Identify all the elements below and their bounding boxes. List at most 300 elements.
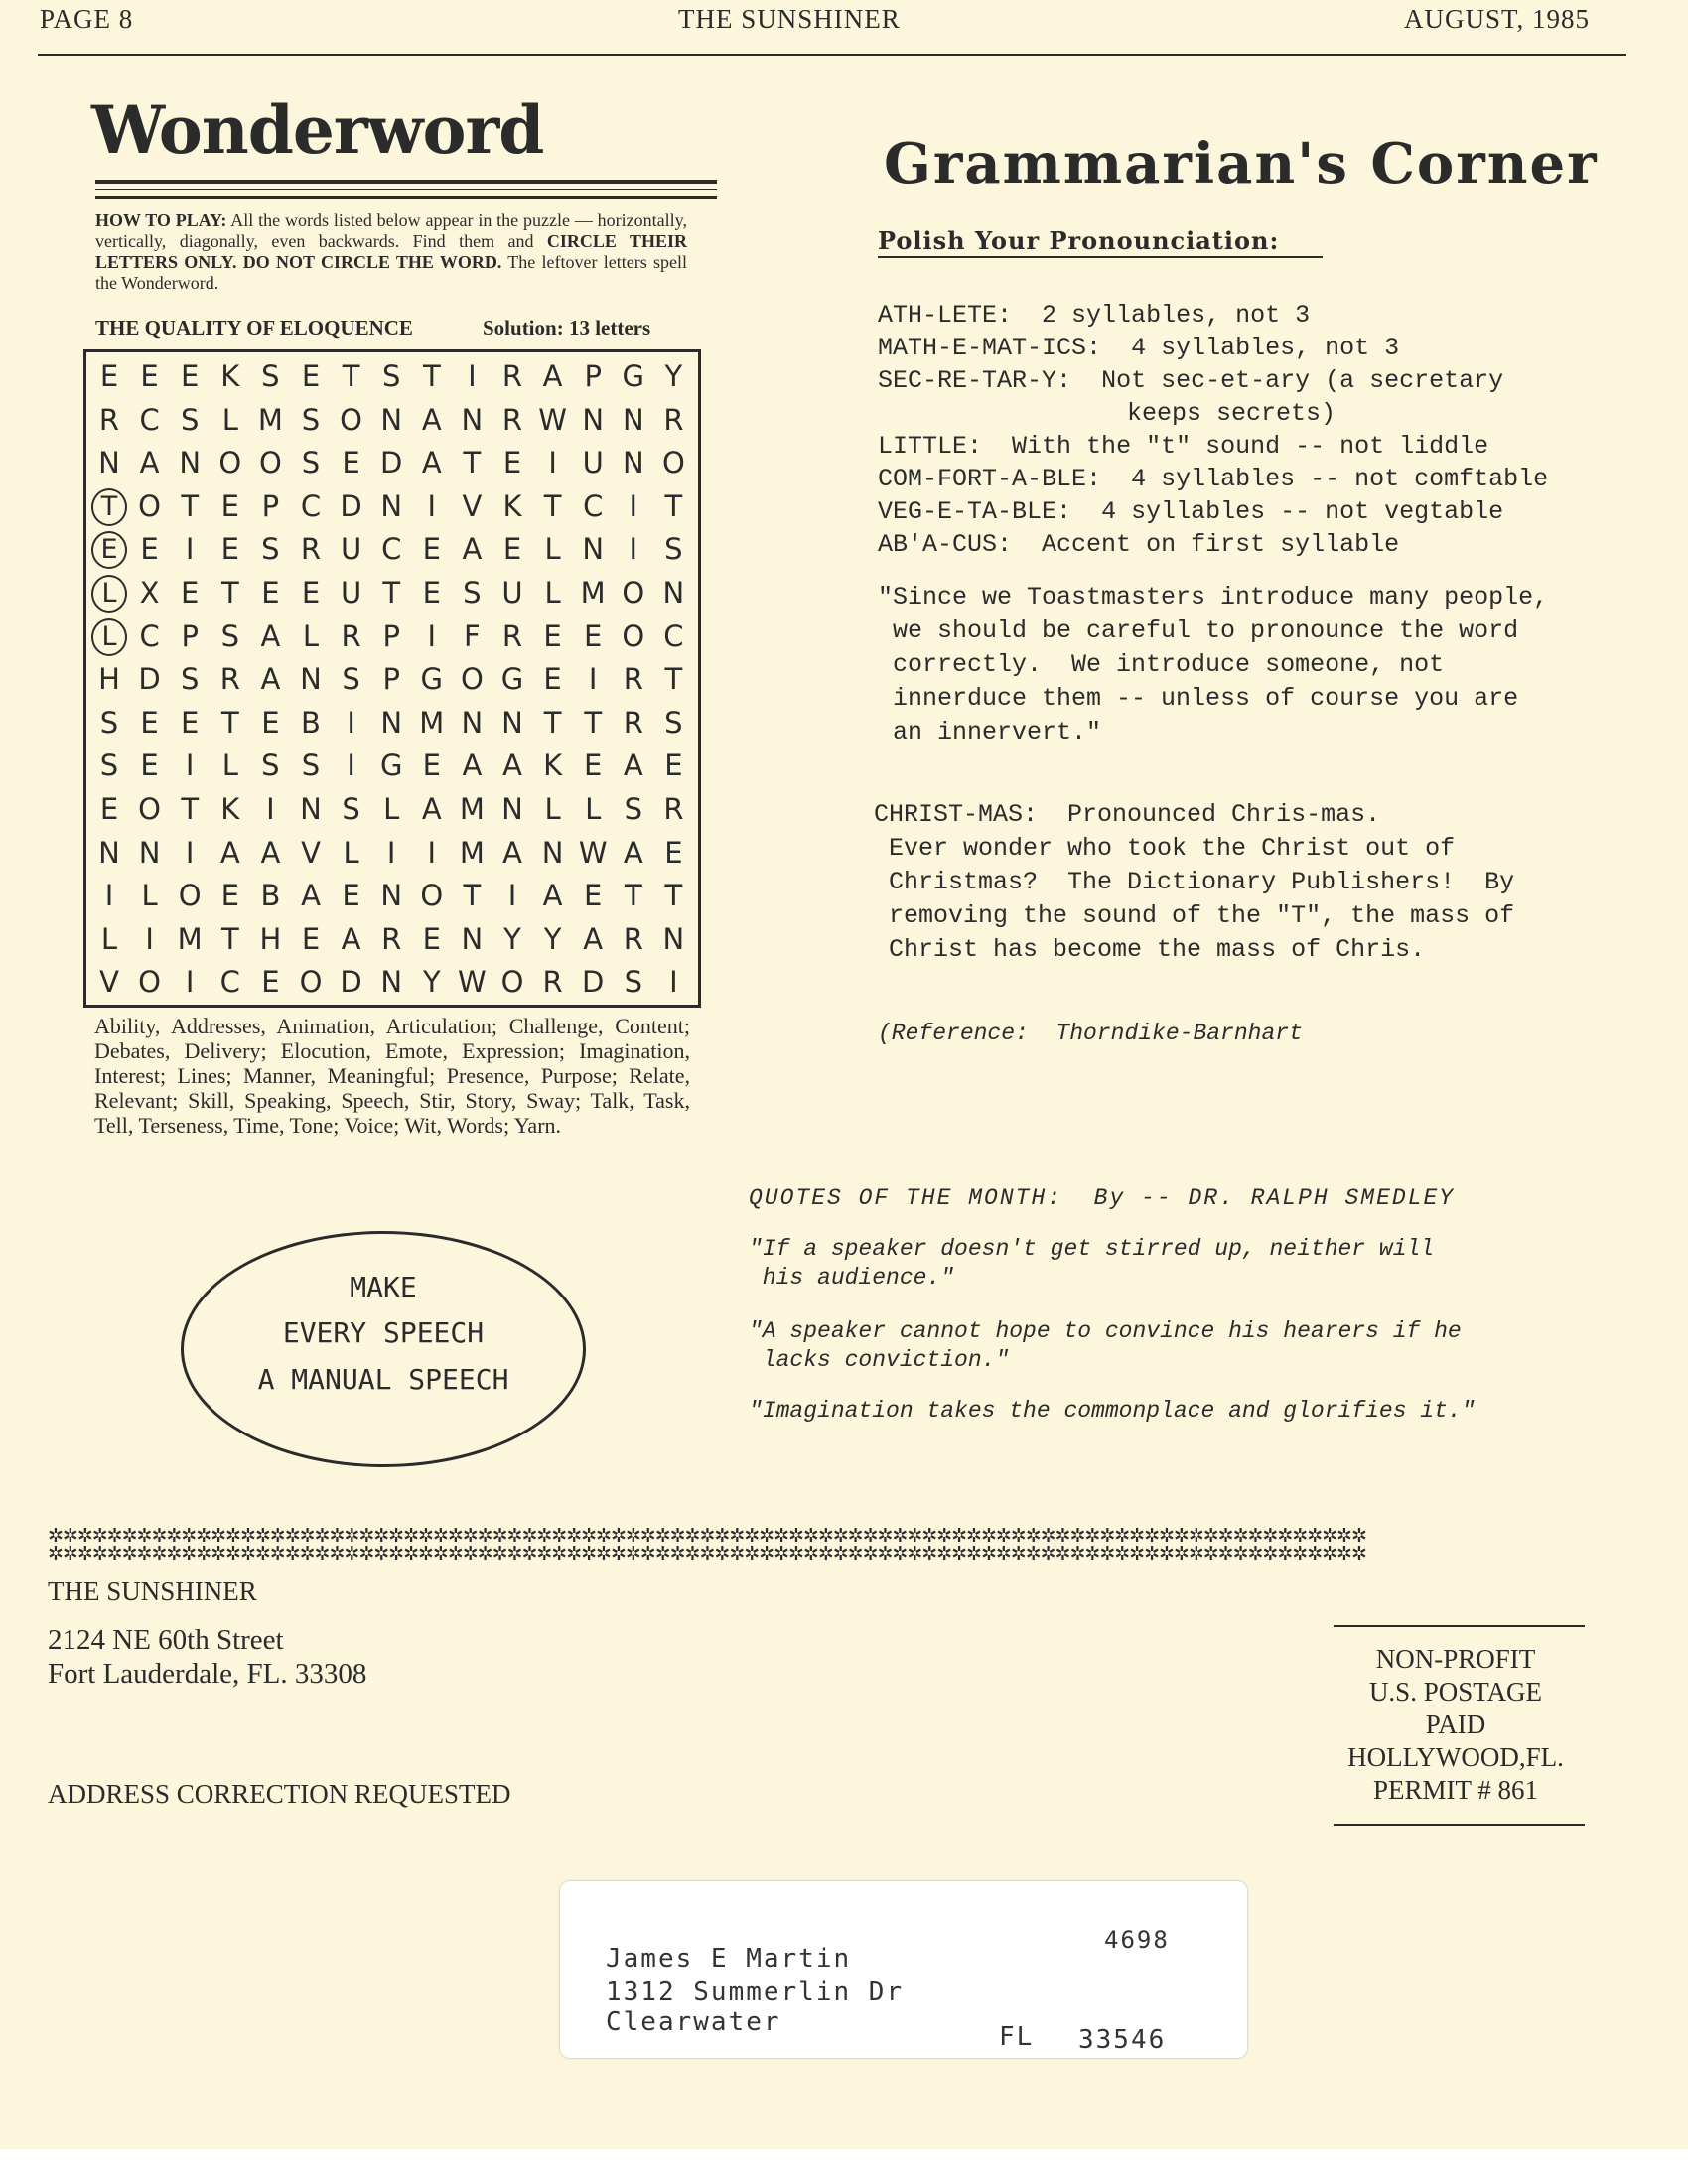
slogan-line-2: EVERY SPEECH [282, 1316, 485, 1349]
grid-letter: R [98, 402, 120, 437]
subtitle-underline [878, 256, 1323, 258]
grid-letter: P [382, 662, 400, 697]
grid-letter: N [138, 835, 161, 870]
grid-letter: R [501, 618, 523, 653]
grid-letter: Y [503, 921, 521, 956]
grid-letter: N [98, 835, 120, 870]
grid-letter: C [663, 618, 684, 653]
grid-letter: N [622, 446, 644, 480]
grid-letter: T [220, 705, 239, 740]
grid-letter: R [623, 662, 643, 697]
grid-letter: M [419, 705, 445, 740]
grid-letter: C [219, 965, 240, 1000]
grid-letter: S [99, 705, 119, 740]
quote-line: an innervert." [878, 718, 1102, 747]
postage-line: PERMIT # 861 [1372, 1775, 1539, 1805]
grid-letter: E [181, 705, 200, 740]
grid-letter: S [180, 402, 200, 437]
grid-letter: E [422, 921, 441, 956]
grid-letter: I [629, 488, 638, 523]
grid-letter: S [342, 792, 360, 826]
grid-letter: E [181, 359, 200, 393]
grid-letter: A [421, 792, 442, 826]
grid-letter: N [179, 446, 202, 480]
grid-letter: E [301, 921, 321, 956]
grid-letter: A [462, 532, 483, 567]
grid-letter: N [582, 402, 605, 437]
puzzle-solution-length: Solution: 13 letters [483, 316, 651, 340]
grid-letter: O [622, 576, 645, 610]
label-number: 4698 [1104, 1926, 1170, 1954]
grid-letter: S [624, 965, 642, 1000]
grid-letter: A [219, 835, 240, 870]
grid-letter: M [177, 921, 203, 956]
grid-letter: E [584, 879, 603, 913]
grid-letter: I [266, 792, 275, 826]
grid-letter: N [380, 488, 403, 523]
grid-letter: U [340, 532, 362, 567]
grid-letter: E [664, 835, 683, 870]
grid-letter: N [662, 921, 685, 956]
grid-letter: S [301, 749, 321, 783]
grid-letter: A [462, 749, 483, 783]
christmas-line: CHRIST-MAS: Pronounced Chris-mas. [874, 800, 1381, 829]
grid-letter: I [629, 532, 638, 567]
grid-letter: H [98, 662, 120, 697]
grid-letter: E [584, 618, 603, 653]
return-name: THE SUNSHINER [48, 1576, 257, 1606]
grid-letter: R [542, 965, 563, 1000]
grid-letter: T [342, 359, 360, 393]
grid-letter: A [421, 446, 442, 480]
header-rule [38, 54, 1626, 56]
grid-letter: R [341, 618, 361, 653]
grid-letter: L [91, 618, 127, 656]
issue-date: AUGUST, 1985 [1404, 4, 1590, 34]
grid-letter: O [138, 792, 161, 826]
grid-letter: O [500, 965, 524, 1000]
grid-letter: M [257, 402, 283, 437]
grid-letter: A [502, 835, 522, 870]
grid-letter: O [138, 965, 161, 1000]
grid-letter: E [140, 359, 159, 393]
grid-letter: T [220, 576, 239, 610]
grid-letter: S [342, 662, 360, 697]
pron-item [878, 497, 1503, 526]
grid-letter: E [261, 576, 280, 610]
grid-letter: V [99, 965, 119, 1000]
grid-letter: V [462, 488, 483, 523]
grid-letter: T [181, 792, 200, 826]
grid-letter: N [98, 446, 120, 480]
grid-letter: M [459, 835, 485, 870]
postage-line: NON-PROFIT [1375, 1644, 1536, 1674]
grid-letter: E [140, 749, 159, 783]
grid-letter: K [220, 359, 240, 393]
pron-item [878, 432, 1488, 461]
grid-letter: I [145, 921, 154, 956]
grid-letter: T [543, 488, 562, 523]
grid-letter: M [459, 792, 485, 826]
grid-letter: N [501, 705, 523, 740]
pron-term: SEC-RE-TAR-Y: [878, 366, 1072, 395]
puzzle-theme: THE QUALITY OF ELOQUENCE [95, 316, 413, 340]
grid-letter: S [463, 576, 482, 610]
grid-letter: T [624, 879, 642, 913]
grid-letter: T [664, 879, 683, 913]
grid-letter: O [178, 879, 202, 913]
quote-2-continued: lacks conviction." [749, 1347, 1010, 1373]
grid-letter: D [340, 488, 362, 523]
grid-letter: C [583, 488, 604, 523]
grid-letter: K [543, 749, 563, 783]
grid-letter: A [421, 402, 442, 437]
scan-edge [0, 2149, 1688, 2184]
grid-letter: E [220, 488, 239, 523]
grid-letter: S [301, 446, 321, 480]
grid-letter: R [663, 402, 684, 437]
postage-rule-bottom [1334, 1824, 1585, 1826]
grid-letter: R [623, 705, 643, 740]
grid-letter: E [301, 359, 321, 393]
grid-letter: C [139, 402, 160, 437]
grid-letter: L [100, 921, 118, 956]
grid-letter: G [420, 662, 444, 697]
grid-letter: D [582, 965, 605, 1000]
pron-desc: Accent on first syllable [1042, 530, 1400, 559]
grid-letter: G [500, 662, 524, 697]
grid-letter: K [220, 792, 240, 826]
grid-letter: U [582, 446, 604, 480]
grid-letter: E [220, 532, 239, 567]
grid-letter: A [260, 835, 281, 870]
grid-letter: I [185, 532, 195, 567]
grid-letter: D [340, 965, 362, 1000]
christmas-line: Christ has become the mass of Chris. [874, 935, 1426, 964]
pron-term: ATH-LETE: [878, 301, 1013, 330]
label-zip: 33546 [1078, 2025, 1167, 2055]
grid-letter: I [468, 359, 477, 393]
grid-letter: N [300, 792, 322, 826]
pron-desc: 4 syllables -- not comftable [1131, 465, 1549, 493]
grid-letter: E [422, 749, 441, 783]
grid-letter: G [622, 359, 645, 393]
reference-note: (Reference: Thorndike-Barnhart [878, 1021, 1303, 1046]
grid-letter: E [261, 705, 280, 740]
grid-letter: C [300, 488, 322, 523]
grid-letter: C [381, 532, 402, 567]
grid-letter: I [427, 835, 437, 870]
return-city: Fort Lauderdale, FL. 33308 [48, 1658, 367, 1690]
postage-rule-top [1334, 1625, 1585, 1627]
wonderword-rule-bottom [95, 196, 717, 199]
pron-desc: Not sec-et-ary (a secretary [1101, 366, 1504, 395]
grid-letter: N [380, 402, 403, 437]
christmas-line: removing the sound of the "T", the mass of [874, 901, 1515, 930]
return-street: 2124 NE 60th Street [48, 1624, 284, 1656]
grid-letter: O [420, 879, 444, 913]
grid-letter: N [541, 835, 564, 870]
grid-letter: I [185, 965, 195, 1000]
pron-desc: With the "t" sound -- not liddle [1012, 432, 1489, 461]
grid-letter: E [342, 879, 360, 913]
grid-letter: T [543, 705, 562, 740]
grid-letter: A [341, 921, 361, 956]
word-list: Ability, Addresses, Animation, Articulation; Challenge, Content; Debates, Delivery; Elocution, Emote, Expression; Imagination, Interest; Lines; Manner, Meaningful; Presence, Purpose; Relate, Relevant; Skill, Speaking, Speech, Stir, Story, Sway; Talk, Task, Tell, Terseness, Time, Tone; Voice; Wit, Words; Yarn. [94, 1014, 690, 1138]
grid-letter: R [300, 532, 322, 567]
grid-letter: R [501, 402, 523, 437]
grid-letter: N [622, 402, 644, 437]
grid-letter: I [548, 446, 557, 480]
pron-term: MATH-E-MAT-ICS: [878, 334, 1102, 362]
grid-letter: Y [543, 921, 562, 956]
grammarian-subtitle: Polish Your Pronounciation: [878, 226, 1280, 255]
grid-letter: N [461, 921, 484, 956]
grid-letter: I [347, 749, 355, 783]
grid-letter: I [588, 662, 598, 697]
grid-letter: E [261, 965, 280, 1000]
label-name: James E Martin [606, 1944, 852, 1974]
grid-letter: S [99, 749, 119, 783]
grid-letter: I [185, 835, 195, 870]
grid-letter: I [427, 618, 437, 653]
pron-item [878, 366, 1503, 395]
grid-letter: O [661, 446, 685, 480]
grid-letter: S [261, 532, 280, 567]
grid-letter: E [502, 446, 522, 480]
grid-letter: B [260, 879, 281, 913]
quote-2: "A speaker cannot hope to convince his hearers if he [749, 1318, 1462, 1344]
grid-letter: L [302, 618, 320, 653]
grid-letter: E [140, 532, 159, 567]
grid-letter: T [220, 921, 239, 956]
grid-letter: E [342, 446, 360, 480]
slogan-ellipse [181, 1231, 586, 1467]
grid-letter: H [259, 921, 282, 956]
how-to-play-bold: CIRCLE THEIR LETTERS ONLY. DO NOT CIRCLE THE WORD. [95, 231, 687, 272]
quote-1-continued: his audience." [749, 1265, 955, 1291]
grid-letter: Y [422, 965, 441, 1000]
grid-letter: O [218, 446, 242, 480]
grid-letter: D [380, 446, 403, 480]
grid-letter: L [221, 402, 238, 437]
pron-item [878, 530, 1399, 559]
grid-letter: T [664, 488, 683, 523]
grid-letter: P [261, 488, 280, 523]
grid-letter: S [220, 618, 239, 653]
grid-letter: A [301, 879, 321, 913]
grid-letter: E [99, 792, 119, 826]
grid-letter: N [461, 705, 484, 740]
grid-letter: L [141, 879, 158, 913]
grid-letter: E [99, 359, 119, 393]
grid-letter: O [138, 488, 161, 523]
grid-letter: L [544, 792, 561, 826]
grid-letter: R [381, 921, 402, 956]
grid-letter: L [221, 749, 238, 783]
grid-letter: N [300, 662, 322, 697]
grid-letter: S [664, 705, 683, 740]
grid-letter: E [502, 532, 522, 567]
grid-letter: C [139, 618, 160, 653]
grid-letter: F [464, 618, 481, 653]
label-city: Clearwater [606, 2007, 781, 2037]
grid-letter: Y [664, 359, 683, 393]
grid-letter: L [383, 792, 400, 826]
how-to-play-label: HOW TO PLAY: [95, 210, 227, 230]
grid-letter: N [380, 705, 403, 740]
grid-letter: I [104, 879, 114, 913]
grid-letter: R [623, 921, 643, 956]
postage-line: U.S. POSTAGE [1368, 1677, 1543, 1706]
grid-letter: T [181, 488, 200, 523]
grid-letter: U [501, 576, 523, 610]
wonderword-rule-thin [95, 189, 717, 190]
grid-letter: P [584, 359, 602, 393]
grid-letter: A [260, 618, 281, 653]
grid-letter: D [138, 662, 161, 697]
grid-letter: O [340, 402, 362, 437]
grid-letter: E [422, 576, 441, 610]
grid-letter: I [507, 879, 517, 913]
grid-letter: T [463, 879, 482, 913]
quote-line: "Since we Toastmasters introduce many people, [878, 583, 1549, 612]
pron-item [878, 465, 1548, 493]
grid-letter: T [463, 446, 482, 480]
star-border-top: ✲✲✲✲✲✲✲✲✲✲✲✲✲✲✲✲✲✲✲✲✲✲✲✲✲✲✲✲✲✲✲✲✲✲✲✲✲✲✲✲✲✲✲✲✲✲✲✲✲✲✲✲✲✲✲✲✲✲✲✲✲✲✲✲✲✲✲✲✲✲✲✲✲✲✲✲✲✲✲✲✲✲✲✲✲✲✲✲✲ [48, 1525, 1366, 1547]
grid-letter: G [379, 749, 403, 783]
grid-letter: S [381, 359, 401, 393]
grid-letter: P [181, 618, 199, 653]
grid-letter: I [185, 749, 195, 783]
grid-letter: E [140, 705, 159, 740]
grid-letter: R [219, 662, 240, 697]
quote-line: innerduce them -- unless of course you are [878, 684, 1519, 713]
grid-letter: I [669, 965, 678, 1000]
grid-letter: L [91, 575, 127, 613]
grid-letter: E [543, 618, 562, 653]
grid-letter: A [139, 446, 160, 480]
grid-letter: R [663, 792, 684, 826]
grid-letter: O [299, 965, 323, 1000]
grid-letter: T [664, 662, 683, 697]
grid-letter: A [623, 835, 643, 870]
grid-letter: N [380, 879, 403, 913]
grid-letter: S [664, 532, 683, 567]
grid-letter: A [542, 879, 563, 913]
grid-letter: S [261, 749, 280, 783]
pron-term: LITTLE: [878, 432, 983, 461]
grid-letter: V [301, 835, 321, 870]
grid-letter: L [343, 835, 359, 870]
grid-letter: T [382, 576, 401, 610]
grid-letter: A [502, 749, 522, 783]
grid-letter: N [662, 576, 685, 610]
grid-letter: A [583, 921, 604, 956]
slogan-line-1: MAKE [350, 1271, 417, 1303]
pron-desc: 2 syllables, not 3 [1042, 301, 1311, 330]
grid-letter: I [347, 705, 355, 740]
page-number: PAGE 8 [40, 4, 134, 34]
grid-letter: W [538, 402, 567, 437]
grid-letter: W [458, 965, 487, 1000]
grid-letter: X [139, 576, 160, 610]
how-to-play [95, 210, 687, 294]
grid-letter: N [380, 965, 403, 1000]
pron-desc: 4 syllables -- not vegtable [1101, 497, 1504, 526]
quote-1: "If a speaker doesn't get stirred up, neither will [749, 1236, 1435, 1262]
grid-letter: T [91, 488, 127, 526]
quote-3: "Imagination takes the commonplace and glorifies it." [749, 1398, 1476, 1424]
slogan-line-3: A MANUAL SPEECH [257, 1363, 509, 1396]
grid-letter: K [502, 488, 522, 523]
grid-letter: S [301, 402, 321, 437]
grid-letter: S [180, 662, 200, 697]
grammarian-title: Grammarian's Corner [884, 131, 1599, 197]
christmas-line: Ever wonder who took the Christ out of [874, 834, 1456, 863]
grid-letter: I [427, 488, 437, 523]
grid-letter: M [580, 576, 606, 610]
how-to-play-text: All the words listed below appear in the puzzle — horizontally, vertically, diagonally, even backwards. Find them and [95, 210, 687, 251]
grid-letter: I [386, 835, 396, 870]
pron-item [878, 301, 1310, 330]
grid-letter: R [501, 359, 523, 393]
grid-letter: A [542, 359, 563, 393]
grid-letter: L [585, 792, 602, 826]
grid-letter: S [261, 359, 280, 393]
postage-line: HOLLYWOOD,FL. [1347, 1742, 1564, 1772]
pron-desc: 4 syllables, not 3 [1131, 334, 1400, 362]
postage-indicia [1331, 1643, 1581, 1807]
quote-line: we should be careful to pronounce the word [878, 616, 1519, 645]
grid-letter: S [624, 792, 642, 826]
grid-letter: L [544, 532, 561, 567]
pron-term: COM-FORT-A-BLE: [878, 465, 1102, 493]
grid-letter: U [340, 576, 362, 610]
grid-letter: L [544, 576, 561, 610]
label-street: 1312 Summerlin Dr [606, 1978, 905, 2007]
grid-letter: E [91, 531, 127, 569]
pron-item [878, 334, 1399, 362]
address-correction: ADDRESS CORRECTION REQUESTED [48, 1779, 511, 1809]
wonderword-title: Wonderword [91, 91, 544, 169]
grid-letter: N [461, 402, 484, 437]
grid-letter: E [664, 749, 683, 783]
label-state: FL [999, 2022, 1035, 2052]
pron-term: AB'A-CUS: [878, 530, 1013, 559]
pron-term: VEG-E-TA-BLE: [878, 497, 1072, 526]
quote-line: correctly. We introduce someone, not [878, 650, 1445, 679]
how-to-play-text-end: The leftover letters spell the Wonderword. [95, 252, 688, 293]
grid-letter: O [460, 662, 484, 697]
grid-letter: N [501, 792, 523, 826]
christmas-line: Christmas? The Dictionary Publishers! By [874, 868, 1515, 896]
grid-letter: B [301, 705, 321, 740]
grid-letter: T [422, 359, 441, 393]
quotes-heading: QUOTES OF THE MONTH: By -- DR. RALPH SMEDLEY [749, 1185, 1456, 1211]
postage-line: PAID [1425, 1709, 1486, 1739]
grid-letter: A [623, 749, 643, 783]
grid-letter: E [543, 662, 562, 697]
wonderword-rule-thick [95, 180, 717, 184]
grid-letter: A [260, 662, 281, 697]
grid-letter: E [584, 749, 603, 783]
grid-letter: E [181, 576, 200, 610]
grid-letter: E [220, 879, 239, 913]
star-border-bottom: ✲✲✲✲✲✲✲✲✲✲✲✲✲✲✲✲✲✲✲✲✲✲✲✲✲✲✲✲✲✲✲✲✲✲✲✲✲✲✲✲✲✲✲✲✲✲✲✲✲✲✲✲✲✲✲✲✲✲✲✲✲✲✲✲✲✲✲✲✲✲✲✲✲✲✲✲✲✲✲✲✲✲✲✲✲✲✲✲✲ [48, 1543, 1366, 1565]
grid-letter: W [578, 835, 608, 870]
grid-letter: O [622, 618, 645, 653]
